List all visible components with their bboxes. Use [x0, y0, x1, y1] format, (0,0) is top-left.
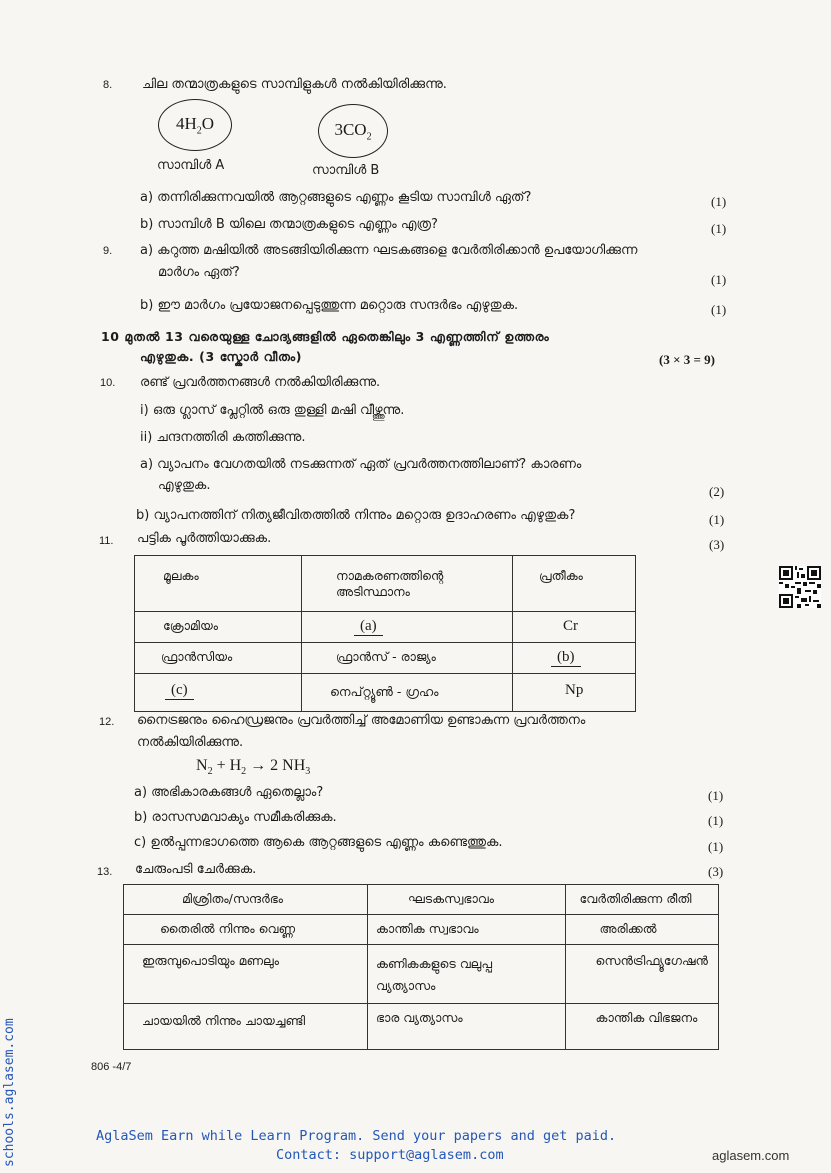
blank-a: (a): [354, 618, 383, 636]
score: (1): [708, 839, 724, 854]
qr-code-icon: [779, 566, 821, 608]
table-header: പ്രതീകം: [513, 556, 636, 612]
sub-question-a: a) തന്നിരിക്കുന്നവയിൽ ആറ്റങ്ങളുടെ എണ്ണം കൂടിയ സാമ്പിൾ ഏത്?: [140, 190, 532, 205]
table-row: [135, 643, 636, 674]
question-number: 9.: [103, 245, 113, 257]
score: (1): [711, 221, 727, 236]
question-number: 10.: [100, 377, 116, 389]
question-text-cont: നൽകിയിരിക്കുന്നു.: [137, 735, 244, 750]
table-header: വേർതിരിക്കുന്ന രീതി: [565, 885, 718, 915]
table-header: നാമകരണത്തിന്റെ അടിസ്ഥാനം: [302, 556, 513, 612]
score: (1): [708, 813, 724, 828]
sub-question-a: a) കറുത്ത മഷിയിൽ അടങ്ങിയിരിക്കുന്ന ഘടകങ്ങളെ വേർതിരിക്കാൻ ഉപയോഗിക്കുന്ന: [140, 243, 638, 258]
table-cell: ക്രോമിയം: [135, 612, 302, 643]
table-row: [135, 674, 636, 712]
sub-question-a: a) വ്യാപനം വേഗതയിൽ നടക്കുന്നത് ഏത് പ്രവർത്തനത്തിലാണ്? കാരണം: [140, 457, 582, 472]
chemical-equation: $N_2 + H_2 \to 2$ $NH_3$: [196, 757, 311, 778]
match-table: [123, 884, 719, 1050]
score: (1): [709, 512, 725, 527]
question-text: ചില തന്മാത്രകളുടെ സാമ്പിളുകൾ നൽകിയിരിക്കുന്നു.: [142, 77, 447, 92]
sub-question-a-cont: എഴുതുക.: [158, 478, 211, 493]
score: (2): [709, 484, 725, 499]
sub-question-b: b) സാമ്പിൾ B യിലെ തന്മാത്രകളുടെ എണ്ണം എത്ര?: [140, 217, 438, 232]
score: (1): [708, 788, 724, 803]
footer-promo-text: AglaSem Earn while Learn Program. Send your papers and get paid.: [96, 1128, 617, 1144]
footer-contact[interactable]: Contact: support@aglasem.com: [276, 1147, 504, 1163]
table-cell: ഭാര വ്യത്യാസം: [367, 1004, 565, 1050]
score: (1): [711, 194, 727, 209]
blank-b: (b): [551, 649, 581, 667]
question-number: 12.: [99, 716, 115, 728]
sample-b-label: സാമ്പിൾ B: [312, 163, 380, 178]
sub-question-a-cont: മാർഗം ഏത്?: [158, 265, 240, 280]
table-cell: [513, 643, 636, 674]
sub-question-b: b) ഈ മാർഗം പ്രയോജനപ്പെടുത്തുന്ന മറ്റൊരു സന്ദർഭം എഴുതുക.: [140, 298, 519, 313]
sample-b-formula: $3CO_2$: [334, 119, 372, 143]
sub-question-b: b) രാസസമവാക്യം സമീകരിക്കുക.: [134, 810, 337, 825]
table-cell: തൈരിൽ നിന്നും വെണ്ണ: [124, 915, 368, 945]
sample-b-circle: [318, 104, 388, 158]
table-row: [135, 612, 636, 643]
table-cell: അരിക്കൽ: [565, 915, 718, 945]
table-cell: Cr: [513, 612, 636, 643]
table-cell: [135, 674, 302, 712]
table-header-row: [135, 556, 636, 612]
table-row: [124, 1004, 719, 1050]
score: (1): [711, 302, 727, 317]
sub-question-c: c) ഉൽപ്പന്നഭാഗത്തെ ആകെ ആറ്റങ്ങളുടെ എണ്ണം കണ്ടെത്തുക.: [134, 835, 503, 850]
blank-c: (c): [165, 682, 194, 700]
question-number: 11.: [99, 535, 114, 547]
section-instruction-cont: എഴുതുക. (3 സ്കോർ വീതം): [140, 349, 303, 364]
table-cell: കാന്തിക സ്വഭാവം: [367, 915, 565, 945]
table-cell: സെൻട്രിഫ്യൂഗേഷൻ: [565, 945, 718, 1004]
table-cell: Np: [513, 674, 636, 712]
table-cell: ഇരുമ്പുപൊടിയും മണലും: [124, 945, 368, 1004]
question-text: നൈട്രജനും ഹൈഡ്രജനും പ്രവർത്തിച്ച് അമോണിയ ഉണ്ടാകുന്ന പ്രവർത്തനം: [137, 713, 586, 728]
sub-question-b: b) വ്യാപനത്തിന് നിത്യജീവിതത്തിൽ നിന്നും മറ്റൊരു ഉദാഹരണം എഴുതുക?: [136, 508, 576, 523]
table-cell: ചായയിൽ നിന്നും ചായച്ചണ്ടി: [124, 1004, 368, 1050]
sample-a-formula: $4H_2O$: [175, 113, 215, 137]
footer-site[interactable]: aglasem.com: [712, 1148, 790, 1163]
question-number: 13.: [97, 866, 113, 878]
question-text: പട്ടിക പൂർത്തിയാക്കുക.: [137, 531, 272, 546]
table-cell: ഫ്രാൻസിയം: [135, 643, 302, 674]
element-table: [134, 555, 636, 712]
item-i: i) ഒരു ഗ്ലാസ് പ്ലേറ്റിൽ ഒരു തുള്ളി മഷി വീഴ്ത്തുന്നു.: [140, 403, 405, 418]
table-row: [124, 915, 719, 945]
table-cell: ഫ്രാൻസ് - രാജ്യം: [302, 643, 513, 674]
table-header: ഘടകസ്വഭാവം: [367, 885, 565, 915]
question-text: രണ്ട് പ്രവർത്തനങ്ങൾ നൽകിയിരിക്കുന്നു.: [140, 375, 381, 390]
table-cell: കാന്തിക വിഭജനം: [565, 1004, 718, 1050]
page-code: 806 -4/7: [91, 1061, 132, 1073]
sub-question-a: a) അഭികാരകങ്ങൾ ഏതെല്ലാം?: [134, 785, 324, 800]
question-number: 8.: [103, 79, 113, 91]
score: (3): [708, 864, 724, 879]
question-text: ചേരുംപടി ചേർക്കുക.: [135, 862, 257, 877]
section-score: (3 × 3 = 9): [659, 352, 715, 367]
table-cell: [302, 612, 513, 643]
table-row: [124, 945, 719, 1004]
section-instruction: 10 മുതൽ 13 വരെയുള്ള ചോദ്യങ്ങളിൽ ഏതെങ്കിലും 3 എണ്ണത്തിന് ഉത്തരം: [101, 329, 550, 344]
score: (3): [709, 537, 725, 552]
table-cell: നെപ്റ്റ്യൂൺ - ഗ്രഹം: [302, 674, 513, 712]
table-header-row: [124, 885, 719, 915]
item-ii: ii) ചന്ദനത്തിരി കത്തിക്കുന്നു.: [140, 430, 306, 445]
side-watermark: schools.aglasem.com: [2, 1018, 17, 1167]
sample-a-circle: [158, 99, 232, 151]
sample-a-label: സാമ്പിൾ A: [157, 158, 225, 173]
table-header: മൂലകം: [135, 556, 302, 612]
score: (1): [711, 272, 727, 287]
table-cell: കണികകളുടെ വലുപ്പ വ്യത്യാസം: [367, 945, 565, 1004]
table-header: മിശ്രിതം/സന്ദർഭം: [124, 885, 368, 915]
